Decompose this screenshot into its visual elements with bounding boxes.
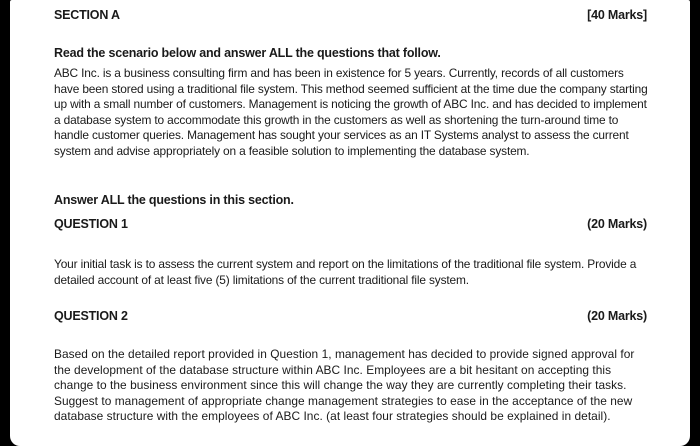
section-header: [54, 8, 647, 22]
instructions: Answer ALL the questions in this section.: [54, 193, 294, 207]
question-1-title: QUESTION 1: [54, 217, 128, 231]
scenario-text: ABC Inc. is a business consulting firm and has been in existence for 5 years. Currently, records of all customers have been stored using a traditional file system. This method seemed sufficient at the time due the company starting up with a small number of customers. Management is noticing the growth of ABC Inc. and has decided to implement a database system to accommodate this growth in the customers as well as shortening the turn-around time to handle customer queries. Management has sought your services as an IT Systems analyst to assess the current system and advise appropriately on a feasible solution to implementing the database system.: [54, 66, 648, 158]
document-page: [10, 0, 690, 446]
question-1-header: [54, 217, 647, 231]
question-1-text: Your initial task is to assess the current system and report on the limitations of the traditional file system. Provide a detailed account of at least five (5) limitations of the current traditional file system.: [54, 257, 637, 287]
question-2-header: [54, 309, 647, 323]
question-2-marks: (20 Marks): [587, 309, 647, 323]
scenario-heading: Read the scenario below and answer ALL the questions that follow.: [54, 46, 441, 60]
section-marks: [40 Marks]: [587, 8, 647, 22]
question-2-text: Based on the detailed report provided in Question 1, management has decided to provide signed approval for the development of the database structure within ABC Inc. Employees are a bit hesitant on accepting this change to the business environment since this will change the way they are currently completing their tasks. Suggest to management of appropriate change management strategies to ease in the acceptance of the new database structure with the employees of ABC Inc. (at least four strategies should be explained in detail).: [54, 347, 635, 424]
section-title: SECTION A: [54, 8, 120, 22]
question-2-title: QUESTION 2: [54, 309, 128, 323]
question-1-marks: (20 Marks): [587, 217, 647, 231]
